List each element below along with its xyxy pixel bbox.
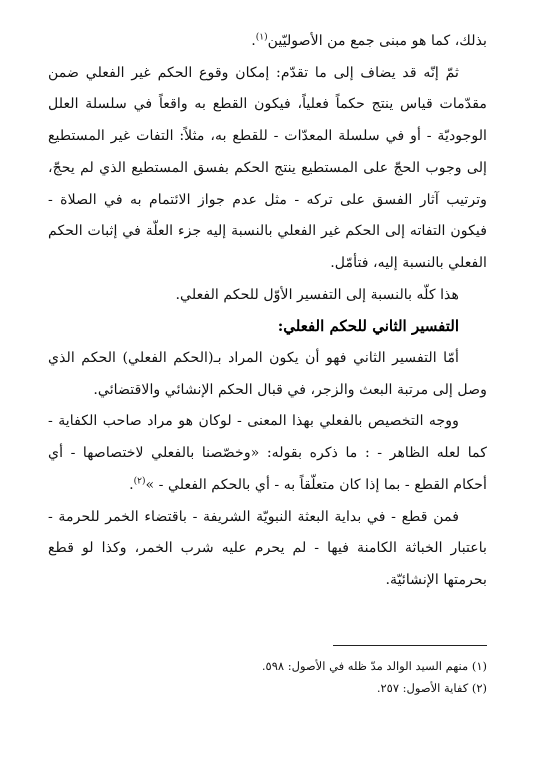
paragraph-5-end: . bbox=[129, 476, 134, 493]
paragraph-6: فمن قطع - في بداية البعثة النبويّة الشريفة - باقتضاء الخمر للحرمة - باعتبار الخباثة الكامنة فيها - لم يحرم عليه شرب الخمر، وكذا لو قطع بحرمتها الإنشائيّة. bbox=[48, 508, 487, 588]
paragraph-5-text: ووجه التخصيص بالفعلي بهذا المعنى - لوكان هو مراد صاحب الكفاية - كما لعله الظاهر - : ما ذكره بقوله: «وخصّصنا بالفعلي لاختصاصها - أي أحكام القطع - بما إذا كان متعلّقاً به - أي بالحكم الفعلي - » bbox=[48, 413, 487, 493]
paragraph-5 bbox=[48, 406, 487, 501]
paragraph-2: ثمّ إنّه قد يضاف إلى ما تقدّم: إمكان وقوع الحكم غير الفعلي ضمن مقدّمات قياس ينتج حكماً فعلياً، فيكون القطع به واقعاً في سلسلة العلل الوجوديّة - أو في سلسلة المعدّات - للقطع به، مثلاً: التفات غير المستطيع إلى وجوب الحجّ على المستطيع ينتج الحكم بفسق المستطيع الذي لم يحجّ، وترتيب آثار الفسق على تركه - مثل عدم جواز الائتمام به في الصلاة - فيكون التفاته إلى الحكم غير الفعلي بالنسبة إليه جزء العلّة في إثبات الحكم الفعلي بالنسبة إليه، فتأمّل. bbox=[48, 64, 487, 271]
paragraph-1-text: بذلك، كما هو مبنى جمع من الأصوليّين bbox=[267, 33, 487, 49]
paragraph-continuation bbox=[48, 26, 487, 58]
footnote-divider bbox=[333, 645, 487, 646]
paragraph-1-end: . bbox=[251, 33, 256, 49]
footnote-marker-2: (٢) bbox=[133, 476, 146, 487]
paragraph-3: هذا كلّه بالنسبة إلى التفسير الأوّل للحكم الفعلي. bbox=[175, 286, 459, 303]
footnotes bbox=[48, 655, 487, 699]
footnote-2: (٢) كفاية الأصول: ٢٥٧. bbox=[376, 681, 487, 695]
footnote-1: (١) منهم السيد الوالد مدّ ظله في الأصول: ٥٩٨. bbox=[261, 659, 487, 673]
footnote-marker-1: (١) bbox=[255, 32, 268, 43]
section-heading: التفسير الثاني للحكم الفعلي: bbox=[277, 317, 459, 336]
paragraph-4: أمّا التفسير الثاني فهو أن يكون المراد بـ(الحكم الفعلي) الحكم الذي وصل إلى مرتبة البعث والزجر، في قبال الحكم الإنشائي والاقتضائي. bbox=[48, 350, 487, 398]
main-text bbox=[48, 26, 487, 597]
